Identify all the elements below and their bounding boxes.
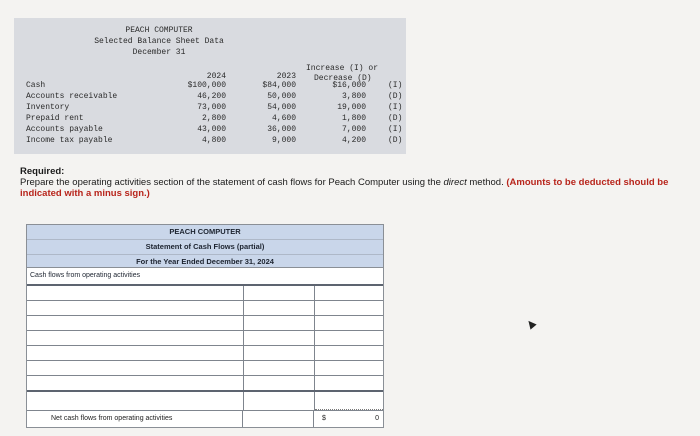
bs-date: December 31 bbox=[132, 48, 186, 57]
bs-row-change: 7,000 bbox=[341, 125, 366, 134]
blank-cell bbox=[315, 392, 383, 410]
bs-row-label: Inventory bbox=[26, 103, 70, 112]
bs-row-change: $16,000 bbox=[332, 81, 366, 90]
bs-row-2024: $100,000 bbox=[187, 81, 226, 90]
required-text-part1: Prepare the operating activities section of the statement of cash flows for Peach Computer using the bbox=[20, 177, 444, 188]
bs-row-label: Income tax payable bbox=[26, 136, 113, 145]
bs-row-label: Prepaid rent bbox=[26, 114, 84, 123]
bs-row-2024: 46,200 bbox=[197, 92, 226, 101]
bs-row-code: (D) bbox=[388, 136, 403, 145]
bs-row-code: (D) bbox=[388, 92, 403, 101]
required-text-italic: direct bbox=[443, 177, 467, 188]
bs-row-label: Accounts receivable bbox=[26, 92, 118, 101]
total-input[interactable] bbox=[315, 361, 383, 375]
form-period: For the Year Ended December 31, 2024 bbox=[27, 254, 383, 269]
bs-row-change: 4,200 bbox=[341, 136, 366, 145]
entry-row bbox=[27, 361, 383, 376]
amount-input[interactable] bbox=[244, 316, 315, 330]
bs-row-2023: 9,000 bbox=[271, 136, 296, 145]
required-text-part2: method. bbox=[466, 177, 507, 188]
entry-row bbox=[27, 376, 383, 392]
bs-row-2023: 54,000 bbox=[267, 103, 296, 112]
bs-col-change-2: Decrease (D) bbox=[314, 74, 372, 83]
amount-input[interactable] bbox=[244, 286, 315, 300]
bs-row-2024: 43,000 bbox=[197, 125, 226, 134]
total-input[interactable] bbox=[315, 301, 383, 315]
bs-row-code: (I) bbox=[388, 103, 403, 112]
bs-row-2023: 50,000 bbox=[267, 92, 296, 101]
cash-flow-statement-form bbox=[26, 224, 384, 428]
line-item-select[interactable] bbox=[27, 361, 244, 375]
bs-company-name: PEACH COMPUTER bbox=[125, 26, 193, 35]
blank-cell bbox=[27, 392, 244, 410]
bs-col-change-1: Increase (I) or bbox=[306, 64, 379, 73]
total-input[interactable] bbox=[315, 346, 383, 360]
bs-row-code: (D) bbox=[388, 114, 403, 123]
net-cash-value: 0 bbox=[375, 415, 379, 422]
total-input[interactable] bbox=[315, 316, 383, 330]
entry-row bbox=[27, 301, 383, 316]
form-company-name: PEACH COMPUTER bbox=[169, 227, 241, 236]
spacer-row bbox=[27, 392, 383, 411]
line-item-select[interactable] bbox=[27, 331, 244, 345]
bs-row-2023: 36,000 bbox=[267, 125, 296, 134]
line-item-select[interactable] bbox=[27, 376, 244, 390]
mouse-cursor-icon bbox=[525, 318, 536, 329]
bs-row-2024: 73,000 bbox=[197, 103, 226, 112]
total-input[interactable] bbox=[315, 286, 383, 300]
amount-input[interactable] bbox=[244, 346, 315, 360]
line-item-select[interactable] bbox=[27, 286, 244, 300]
operating-section-label: Cash flows from operating activities bbox=[27, 268, 383, 286]
balance-sheet-panel bbox=[14, 18, 406, 154]
total-input[interactable] bbox=[315, 331, 383, 345]
amount-input[interactable] bbox=[244, 331, 315, 345]
required-heading: Required: bbox=[20, 166, 65, 177]
bs-row-code: (I) bbox=[388, 125, 403, 134]
entry-row bbox=[27, 346, 383, 361]
blank-cell bbox=[243, 411, 314, 427]
bs-row-label: Accounts payable bbox=[26, 125, 103, 134]
line-item-select[interactable] bbox=[27, 346, 244, 360]
bs-row-change: 3,800 bbox=[341, 92, 366, 101]
total-input[interactable] bbox=[315, 376, 383, 390]
blank-cell bbox=[244, 392, 315, 410]
required-text bbox=[20, 177, 680, 199]
bs-row-2024: 2,800 bbox=[201, 114, 226, 123]
bs-col-2023: 2023 bbox=[276, 72, 296, 81]
bs-row-change: 19,000 bbox=[337, 103, 366, 112]
entry-row bbox=[27, 316, 383, 331]
bs-row-2024: 4,800 bbox=[201, 136, 226, 145]
bs-row-2023: $84,000 bbox=[262, 81, 296, 90]
amount-input[interactable] bbox=[244, 376, 315, 390]
bs-col-2024: 2024 bbox=[206, 72, 226, 81]
amount-input[interactable] bbox=[244, 301, 315, 315]
amount-input[interactable] bbox=[244, 361, 315, 375]
net-cash-label: Net cash flows from operating activities bbox=[27, 411, 243, 427]
required-instructions bbox=[20, 166, 680, 199]
net-cash-total-row bbox=[27, 411, 383, 427]
entry-row bbox=[27, 286, 383, 301]
bs-row-change: 1,800 bbox=[341, 114, 366, 123]
form-statement-title: Statement of Cash Flows (partial) bbox=[27, 239, 383, 254]
entry-row bbox=[27, 331, 383, 346]
line-item-select[interactable] bbox=[27, 316, 244, 330]
line-item-select[interactable] bbox=[27, 301, 244, 315]
bs-row-code: (I) bbox=[388, 81, 403, 90]
currency-symbol: $ bbox=[322, 415, 326, 422]
net-cash-total bbox=[314, 411, 383, 427]
bs-row-2023: 4,600 bbox=[271, 114, 296, 123]
form-header bbox=[27, 225, 383, 268]
required-minus-note: (Amounts to be deducted should be indicated with a minus sign.) bbox=[20, 177, 669, 199]
bs-subtitle: Selected Balance Sheet Data bbox=[94, 37, 224, 46]
bs-row-label: Cash bbox=[26, 81, 46, 90]
